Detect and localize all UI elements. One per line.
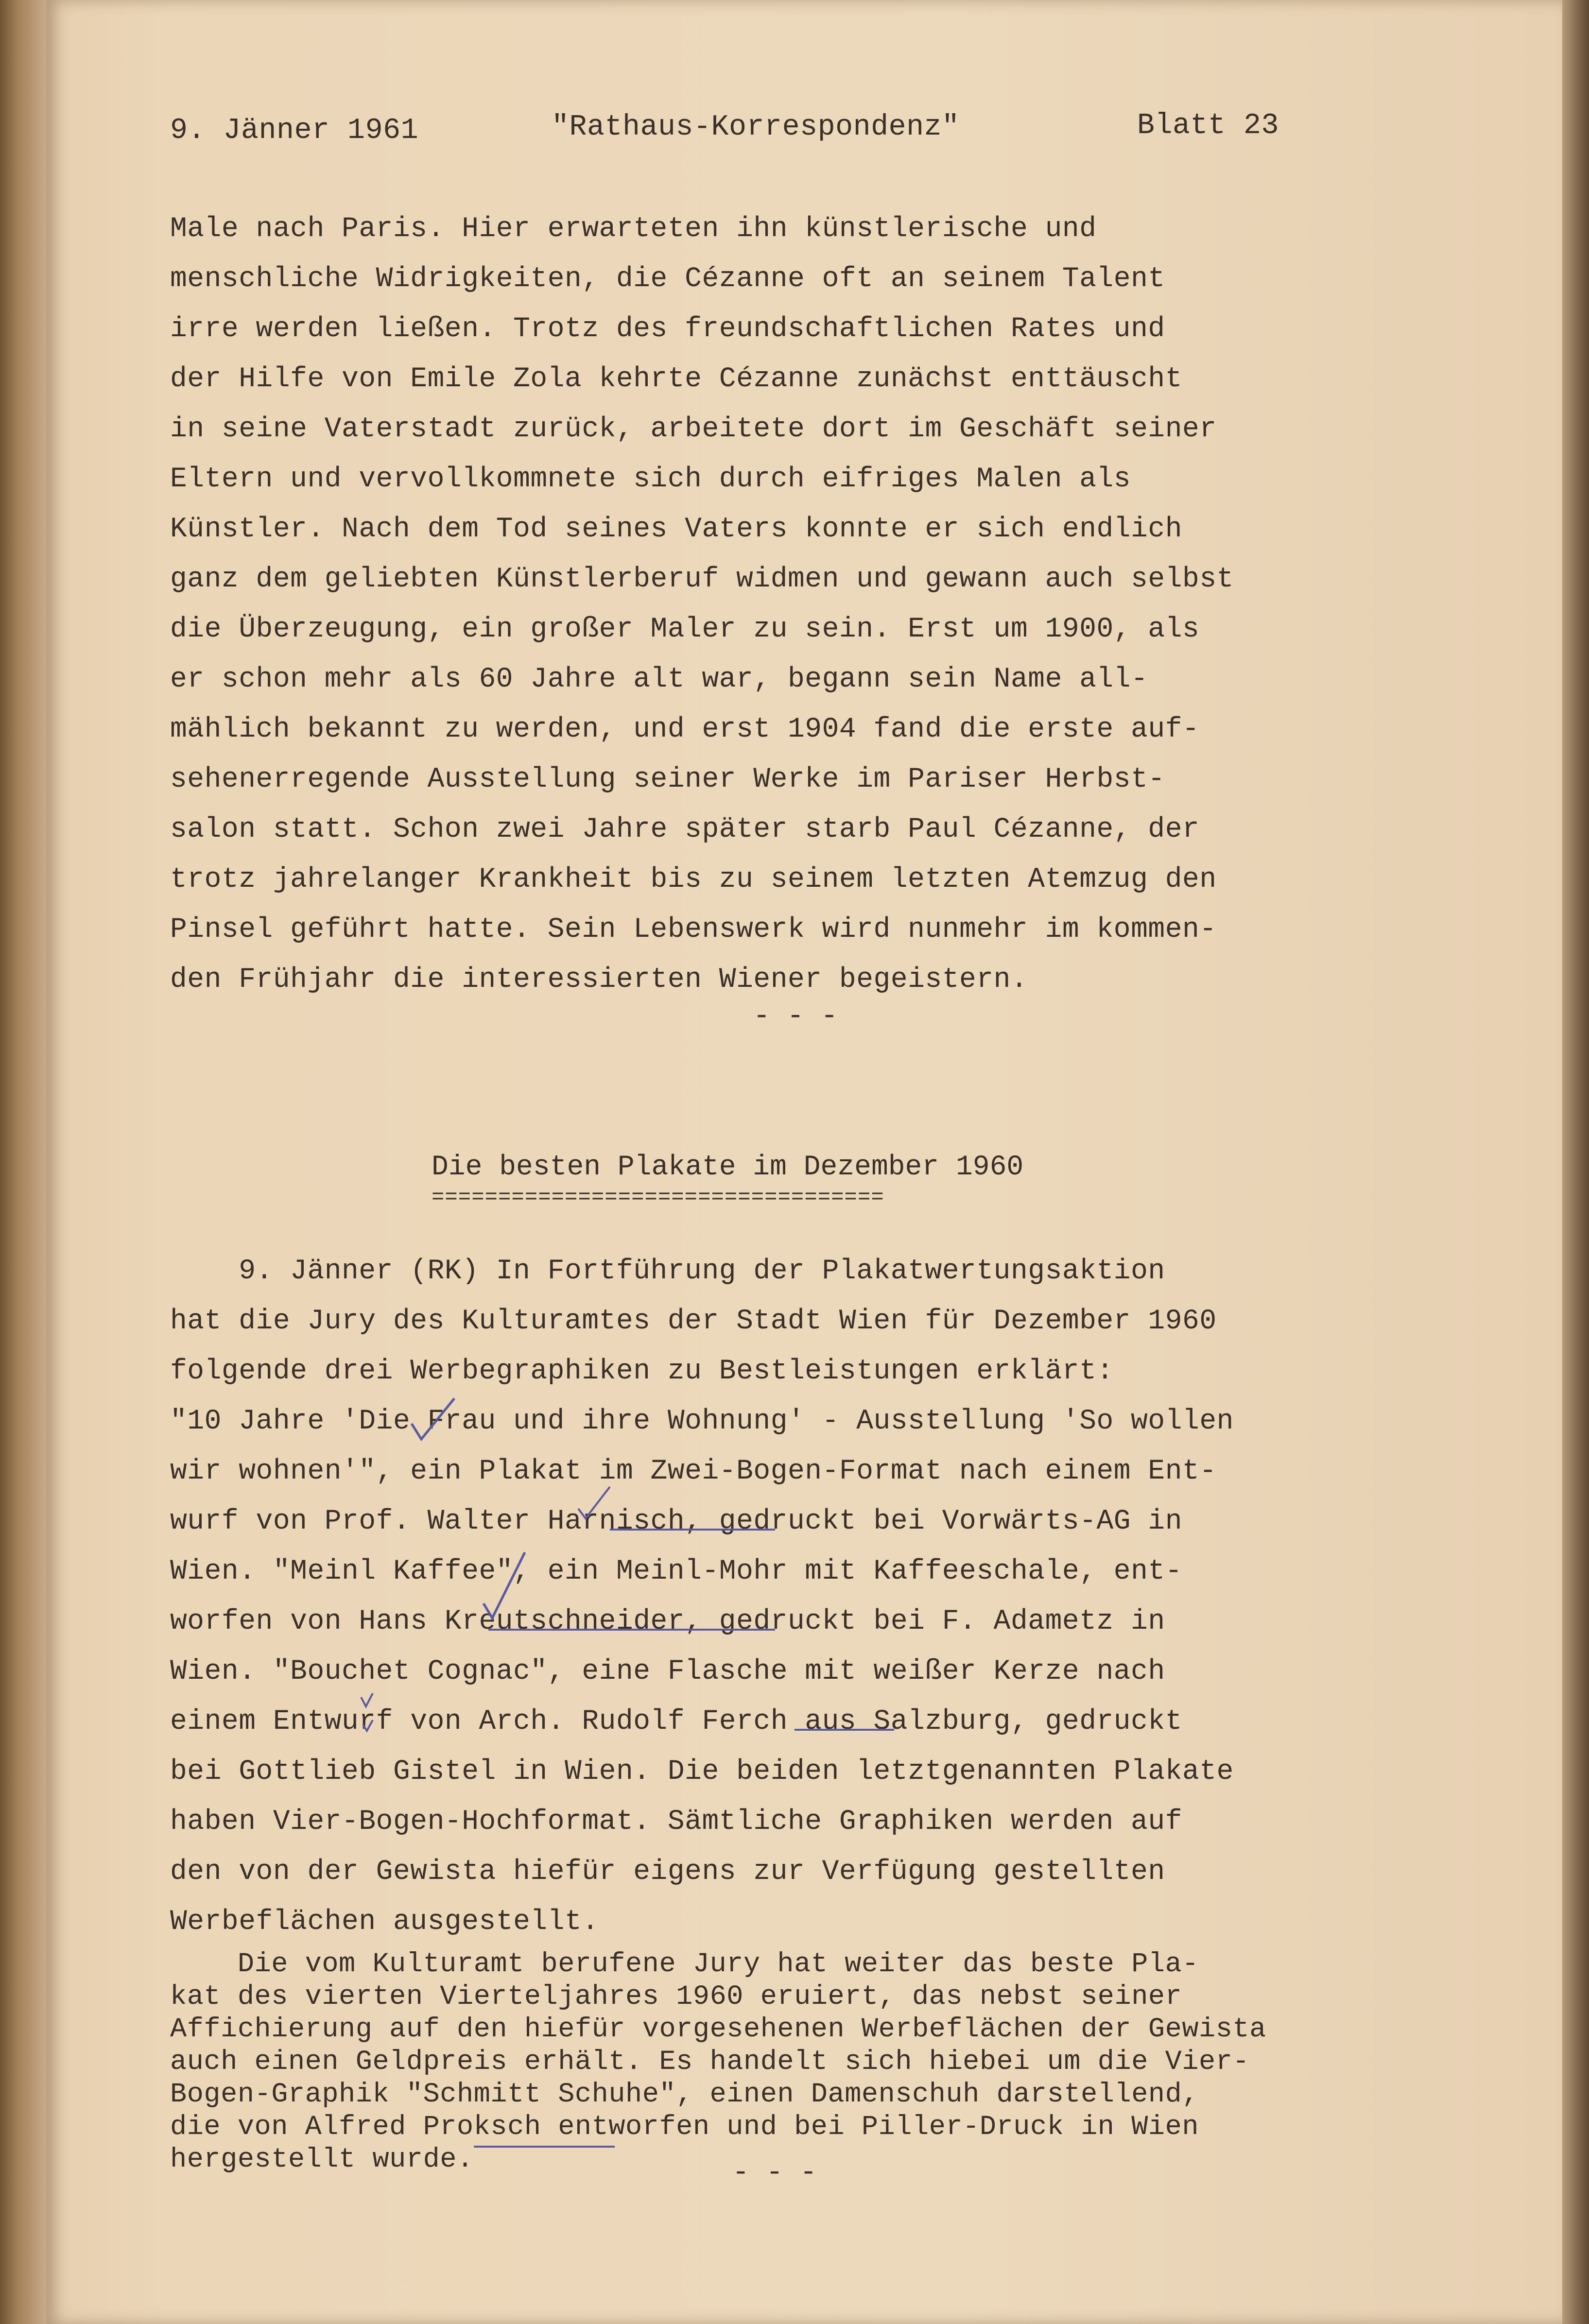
paragraph-line: einem Entwurf von Arch. Rudolf Ferch aus Salzburg, gedruckt: [170, 1706, 1183, 1738]
paragraph-line: Wien. "Meinl Kaffee", ein Meinl-Mohr mit Kaffeeschale, ent-: [170, 1556, 1183, 1587]
title-double-underline: ==================================: [432, 1186, 884, 1210]
paragraph-line: Male nach Paris. Hier erwarteten ihn künstlerische und: [170, 213, 1097, 245]
paragraph-line: wurf von Prof. Walter Harnisch, gedruckt bei Vorwärts-AG in: [170, 1506, 1183, 1537]
header-date: 9. Jänner 1961: [170, 114, 419, 147]
paragraph-line: trotz jahrelanger Krankheit bis zu seinem letzten Atemzug den: [170, 864, 1217, 895]
paragraph-line: Affichierung auf den hiefür vorgesehenen Werbeflächen der Gewista: [170, 2014, 1266, 2045]
paragraph-line: auch einen Geldpreis erhält. Es handelt sich hiebei um die Vier-: [170, 2047, 1250, 2078]
cezanne-article-continuation: [170, 204, 1234, 1005]
section-end-mark: - - -: [732, 2157, 817, 2189]
paragraph-line: Pinsel geführt hatte. Sein Lebenswerk wird nunmehr im kommen-: [170, 914, 1217, 946]
paragraph-line: Die vom Kulturamt berufene Jury hat weiter das beste Pla-: [170, 1949, 1199, 1980]
header-publication: "Rathaus-Korrespondenz": [552, 111, 960, 144]
paragraph-line: folgende drei Werbegraphiken zu Bestleistungen erklärt:: [170, 1356, 1114, 1387]
paragraph-line: in seine Vaterstadt zurück, arbeitete dort im Geschäft seiner: [170, 413, 1217, 445]
section-title: Die besten Plakate im Dezember 1960: [432, 1152, 1024, 1183]
paragraph-line: die von Alfred Proksch entworfen und bei Piller-Druck in Wien: [170, 2112, 1199, 2143]
paragraph-line: menschliche Widrigkeiten, die Cézanne oft an seinem Talent: [170, 263, 1165, 295]
paragraph-line: Bogen-Graphik "Schmitt Schuhe", einen Damenschuh darstellend,: [170, 2079, 1199, 2110]
paragraph-line: "10 Jahre 'Die Frau und ihre Wohnung' - Ausstellung 'So wollen: [170, 1406, 1234, 1437]
binding-edge: [0, 0, 46, 2324]
header-sheet-number: Blatt 23: [1137, 109, 1279, 142]
paragraph-line: sehenerregende Ausstellung seiner Werke im Pariser Herbst-: [170, 764, 1165, 795]
poster-article-body: [170, 1246, 1234, 1947]
page-edge-right: [1562, 0, 1589, 2324]
paragraph-line: hergestellt wurde.: [170, 2144, 474, 2175]
paragraph-line: salon statt. Schon zwei Jahre später starb Paul Cézanne, der: [170, 814, 1200, 845]
paragraph-line: Wien. "Bouchet Cognac", eine Flasche mit weißer Kerze nach: [170, 1656, 1165, 1687]
paragraph-line: er schon mehr als 60 Jahre alt war, begann sein Name all-: [170, 664, 1148, 695]
paragraph-line: der Hilfe von Emile Zola kehrte Cézanne zunächst enttäuscht: [170, 363, 1183, 395]
paragraph-line: den von der Gewista hiefür eigens zur Verfügung gestellten: [170, 1856, 1165, 1888]
paragraph-line: den Frühjahr die interessierten Wiener begeistern.: [170, 964, 1028, 996]
paragraph-line: Künstler. Nach dem Tod seines Vaters konnte er sich endlich: [170, 514, 1183, 545]
paragraph-line: worfen von Hans Kreutschneider, gedruckt bei F. Adametz in: [170, 1606, 1165, 1637]
page-header: [46, 0, 1562, 155]
paragraph-line: 9. Jänner (RK) In Fortführung der Plakatwertungsaktion: [170, 1256, 1165, 1287]
paragraph-line: Werbeflächen ausgestellt.: [170, 1906, 599, 1938]
paragraph-line: hat die Jury des Kulturamtes der Stadt Wien für Dezember 1960: [170, 1306, 1217, 1337]
document-page: [46, 0, 1562, 2324]
paragraph-line: haben Vier-Bogen-Hochformat. Sämtliche Graphiken werden auf: [170, 1806, 1183, 1838]
paragraph-line: Eltern und vervollkommnete sich durch eifriges Malen als: [170, 464, 1131, 495]
paragraph-line: die Überzeugung, ein großer Maler zu sein. Erst um 1900, als: [170, 614, 1200, 645]
poster-article-prize-paragraph: [170, 1948, 1266, 2176]
paragraph-line: wir wohnen'", ein Plakat im Zwei-Bogen-Format nach einem Ent-: [170, 1456, 1217, 1487]
paragraph-line: kat des vierten Vierteljahres 1960 eruiert, das nebst seiner: [170, 1981, 1182, 2013]
section-end-mark: - - -: [753, 1001, 838, 1033]
paragraph-line: mählich bekannt zu werden, und erst 1904 fand die erste auf-: [170, 714, 1200, 745]
paragraph-line: bei Gottlieb Gistel in Wien. Die beiden letztgenannten Plakate: [170, 1756, 1234, 1788]
paragraph-line: irre werden ließen. Trotz des freundschaftlichen Rates und: [170, 313, 1165, 345]
paragraph-line: ganz dem geliebten Künstlerberuf widmen und gewann auch selbst: [170, 564, 1234, 595]
